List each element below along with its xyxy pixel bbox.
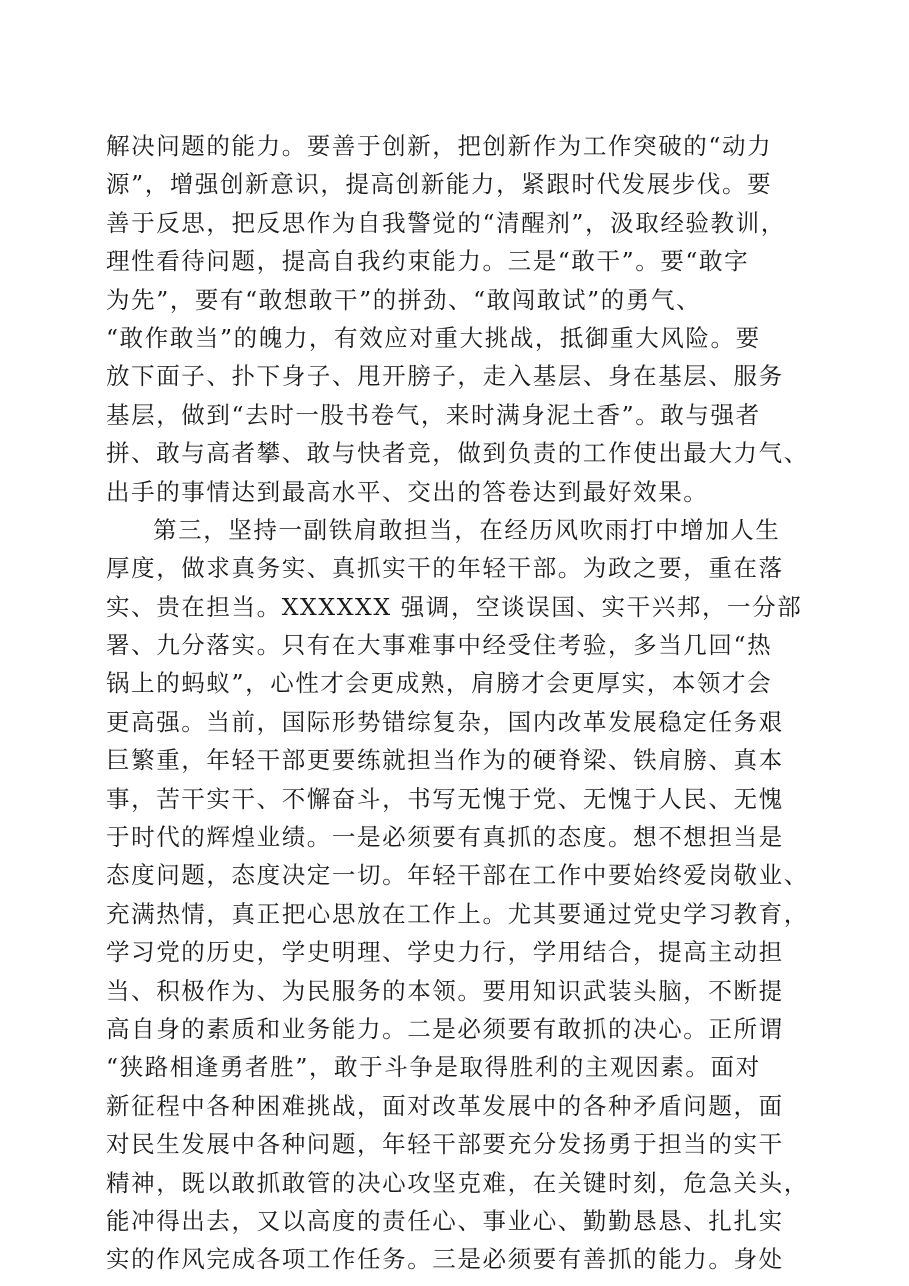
text-line: 高自身的素质和业务能力。二是必须要有敢抓的决心。正所谓 (106, 1014, 784, 1043)
text-line: 出手的事情达到最高水平、交出的答卷达到最好效果。 (106, 477, 709, 506)
text-line: 巨繁重，年轻干部更要练就担当作为的硬脊梁、铁肩膀、真本 (106, 746, 784, 775)
text-line: 源”，增强创新意识，提高创新能力，紧跟时代发展步伐。要 (106, 170, 773, 199)
text-line: “狭路相逢勇者胜”，敢于斗争是取得胜利的主观因素。面对 (106, 1053, 761, 1082)
text-line: 锅上的蚂蚁”，心性才会更成熟，肩膀才会更厚实，本领才会 (106, 669, 773, 698)
text-line: 学习党的历史，学史明理、学史力行，学用结合，提高主动担 (106, 938, 784, 967)
text-line: 当、积极作为、为民服务的本领。要用知识武装头脑，不断提 (106, 976, 784, 1005)
text-line: 新征程中各种困难挑战，面对改革发展中的各种矛盾问题，面 (106, 1091, 784, 1120)
text-line: 态度问题，态度决定一切。年轻干部在工作中要始终爱岗敬业、 (106, 861, 809, 890)
text-line: “敢作敢当”的魄力，有效应对重大挑战，抵御重大风险。要 (106, 323, 761, 352)
text-line: 署、九分落实。只有在大事难事中经受住考验，多当几回“热 (106, 631, 773, 660)
text-line: 理性看待问题，提高自我约束能力。三是“敢干”。要“敢字 (106, 247, 750, 276)
text-line: 对民生发展中各种问题，年轻干部要充分发扬勇于担当的实干 (106, 1130, 784, 1159)
text-line: 事，苦干实干、不懈奋斗，书写无愧于党、无愧于人民、无愧 (106, 784, 784, 813)
text-line: 放下面子、扑下身子、甩开膀子，走入基层、身在基层、服务 (106, 362, 784, 391)
text-line: 善于反思，把反思作为自我警觉的“清醒剂”，汲取经验教训， (106, 208, 786, 237)
text-line: 解决问题的能力。要善于创新，把创新作为工作突破的“动力 (106, 132, 773, 160)
text-line: 实、贵在担当。XXXXXX 强调，空谈误国、实干兴邦，一分部 (106, 592, 803, 621)
text-line: 更高强。当前，国际形势错综复杂，国内改革发展稳定任务艰 (106, 707, 784, 736)
text-line: 实的作风完成各项工作任务。三是必须要有善抓的能力。身处 (106, 1245, 784, 1274)
text-line: 于时代的辉煌业绩。一是必须要有真抓的态度。想不想担当是 (106, 823, 784, 852)
text-line: 厚度，做求真务实、真抓实干的年轻干部。为政之要，重在落 (106, 554, 784, 583)
body-text (106, 127, 809, 1279)
text-line: 基层，做到“去时一股书卷气，来时满身泥土香”。敢与强者 (106, 400, 761, 429)
text-line: 为先”，要有“敢想敢干”的拼劲、“敢闯敢试”的勇气、 (106, 285, 702, 314)
paragraph-start-line: 第三，坚持一副铁肩敢担当，在经历风吹雨打中增加人生 (153, 515, 781, 544)
text-line: 能冲得出去，又以高度的责任心、事业心、勤勤恳恳、扎扎实 (106, 1206, 784, 1235)
text-line: 精神，既以敢抓敢管的决心攻坚克难，在关键时刻，危急关头， (106, 1168, 809, 1197)
text-line: 拼、敢与高者攀、敢与快者竞，做到负责的工作使出最大力气、 (106, 439, 809, 468)
text-line: 充满热情，真正把心思放在工作上。尤其要通过党史学习教育， (106, 899, 809, 928)
